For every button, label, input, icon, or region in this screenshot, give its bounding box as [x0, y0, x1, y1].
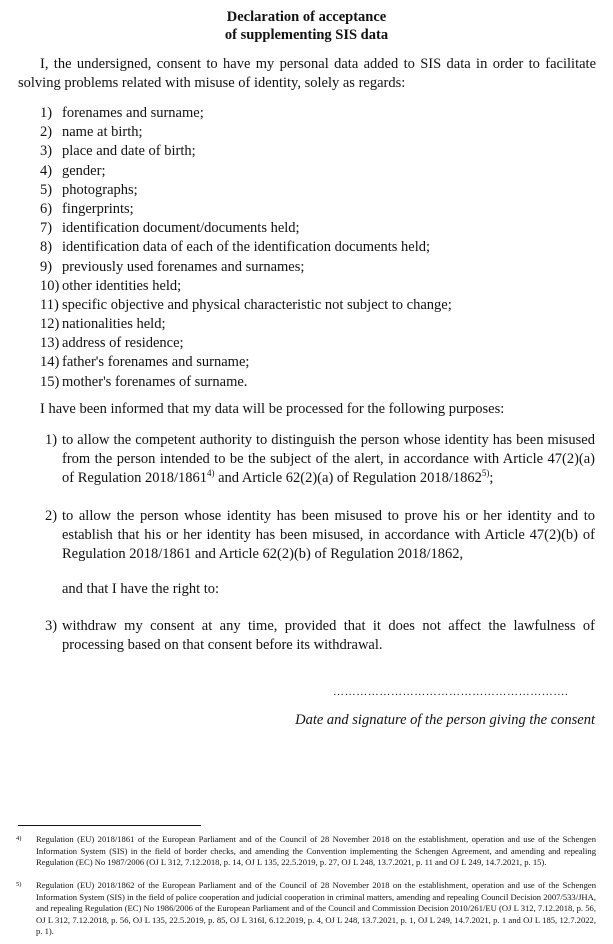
item-text: specific objective and physical characteristic not subject to change; [62, 296, 452, 313]
list-item [40, 296, 600, 315]
footnote-text: Regulation (EU) 2018/1862 of the European Parliament and of the Council of 28 November 2018 on the establishment, operation and use of the Schengen Information System (SIS) in the field of police cooperation and judicial cooperation in criminal matters, amending and repealing Council Decision 2007/533/JHA, and repealing Regulation (EC) No 1986/2006 of the European Parliament and of the Council and Commission Decision 2010/261/EU (OJ L 312, 7.12.2018, p. 56, OJ L 312, 7.12.2018, p. 56, OJ L 135, 22.5.2019, p. 85, OJ L 316I, 6.12.2019, p. 4, OJ L 248, 13.7.2021, p. 1, OJ L 249, 14.7.2021, p. 1 and OJ L 185, 12.7.2022, p. 1). [36, 880, 596, 937]
purpose-item [45, 431, 595, 488]
list-item [40, 219, 600, 238]
document-title [0, 8, 613, 44]
purpose-text: to allow the person whose identity has been misused to prove his or her identity and to establish that his or her identity has been misused, in accordance with Article 47(2)(b) of Regulation 2018/1861 and Article 62(2)(b) of Regulation 2018/1862, [62, 508, 595, 562]
item-number: 3) [40, 143, 53, 160]
item-number: 6) [40, 200, 53, 217]
item-text: other identities held; [62, 277, 182, 294]
item-text: mother's forenames of surname. [62, 373, 248, 390]
item-number: 13) [40, 335, 60, 352]
footnote [16, 880, 596, 938]
list-item [40, 123, 600, 142]
list-item [40, 238, 600, 257]
list-item [40, 258, 600, 277]
purpose-text: withdraw my consent at any time, provided that it does not affect the lawfulness of processing based on that consent before its withdrawal. [62, 618, 595, 653]
list-item [40, 162, 600, 181]
data-items-list [40, 104, 600, 392]
footnote-number: 4) [16, 835, 22, 842]
purpose-number: 2) [45, 508, 58, 524]
list-item [40, 200, 600, 219]
purpose-number: 1) [45, 432, 58, 448]
item-text: fingerprints; [62, 200, 134, 217]
item-number: 11) [40, 296, 59, 313]
list-item [40, 142, 600, 161]
title-line-2: of supplementing SIS data [224, 27, 389, 43]
item-number: 9) [40, 258, 53, 275]
item-number: 8) [40, 239, 53, 256]
item-number: 14) [40, 354, 60, 371]
list-item [40, 277, 600, 296]
purpose-number: 3) [45, 618, 58, 634]
list-item [40, 334, 600, 353]
item-text: identification data of each of the identification documents held; [62, 239, 431, 256]
footnote-divider [18, 825, 201, 826]
purpose-item [45, 617, 595, 655]
footnote-text: Regulation (EU) 2018/1861 of the European Parliament and of the Council of 28 November 2018 on the establishment, operation and use of the Schengen Information System (SIS) in the field of border checks, and amending the Convention implementing the Schengen Agreement, and amending and repealing Regulation (EC) No 1987/2006 (OJ L 312, 7.12.2018, p. 14, OJ L 135, 22.5.2019, p. 27, OJ L 248, 13.7.2021, p. 11 and OJ L 249, 14.7.2021, p. 15). [36, 834, 596, 868]
item-text: forenames and surname; [62, 105, 204, 121]
purpose-text-part: to allow the competent authority to distinguish the person whose identity has been misused from the person intended to be the subject of the alert, in accordance with Article 47(2)(a) of Regulation 2018/1861 [62, 432, 595, 486]
item-text: nationalities held; [62, 316, 166, 333]
item-text: place and date of birth; [62, 143, 196, 160]
item-number: 7) [40, 220, 53, 237]
item-text: father's forenames and surname; [62, 354, 250, 371]
purposes-intro: I have been informed that my data will be processed for the following purposes: [40, 401, 505, 417]
signature-label: Date and signature of the person giving the consent [295, 712, 595, 728]
item-text: address of residence; [62, 335, 184, 352]
item-number: 4) [40, 162, 53, 179]
consent-intro: I, the undersigned, consent to have my personal data added to SIS data in order to facilitate solving problems related with misuse of identity, solely as regards: [18, 56, 596, 91]
list-item [40, 104, 600, 123]
item-number: 15) [40, 373, 60, 390]
list-item [40, 181, 600, 200]
list-item [40, 373, 600, 392]
item-text: photographs; [62, 181, 138, 198]
item-number: 10) [40, 277, 60, 294]
rights-intro: and that I have the right to: [62, 581, 220, 597]
list-item [40, 353, 600, 372]
signature-line: ……………………………………………………. [333, 686, 569, 698]
item-text: previously used forenames and surnames; [62, 258, 305, 275]
footnote-ref: 5) [481, 468, 490, 478]
item-number: 1) [40, 105, 53, 121]
purpose-item [45, 507, 595, 564]
item-number: 12) [40, 316, 60, 333]
item-text: name at birth; [62, 124, 143, 141]
footnote [16, 834, 596, 869]
item-text: gender; [62, 162, 106, 179]
list-item [40, 315, 600, 334]
title-line-1: Declaration of acceptance [226, 9, 387, 25]
footnote-ref: 4) [207, 468, 215, 478]
purpose-text-part: ; [489, 470, 494, 486]
purpose-text [62, 431, 595, 488]
purpose-text-part: and Article 62(2)(a) of Regulation 2018/1862 [214, 470, 482, 486]
item-number: 2) [40, 124, 53, 141]
item-text: identification document/documents held; [62, 220, 300, 237]
footnote-number: 5) [16, 881, 22, 888]
item-number: 5) [40, 181, 53, 198]
